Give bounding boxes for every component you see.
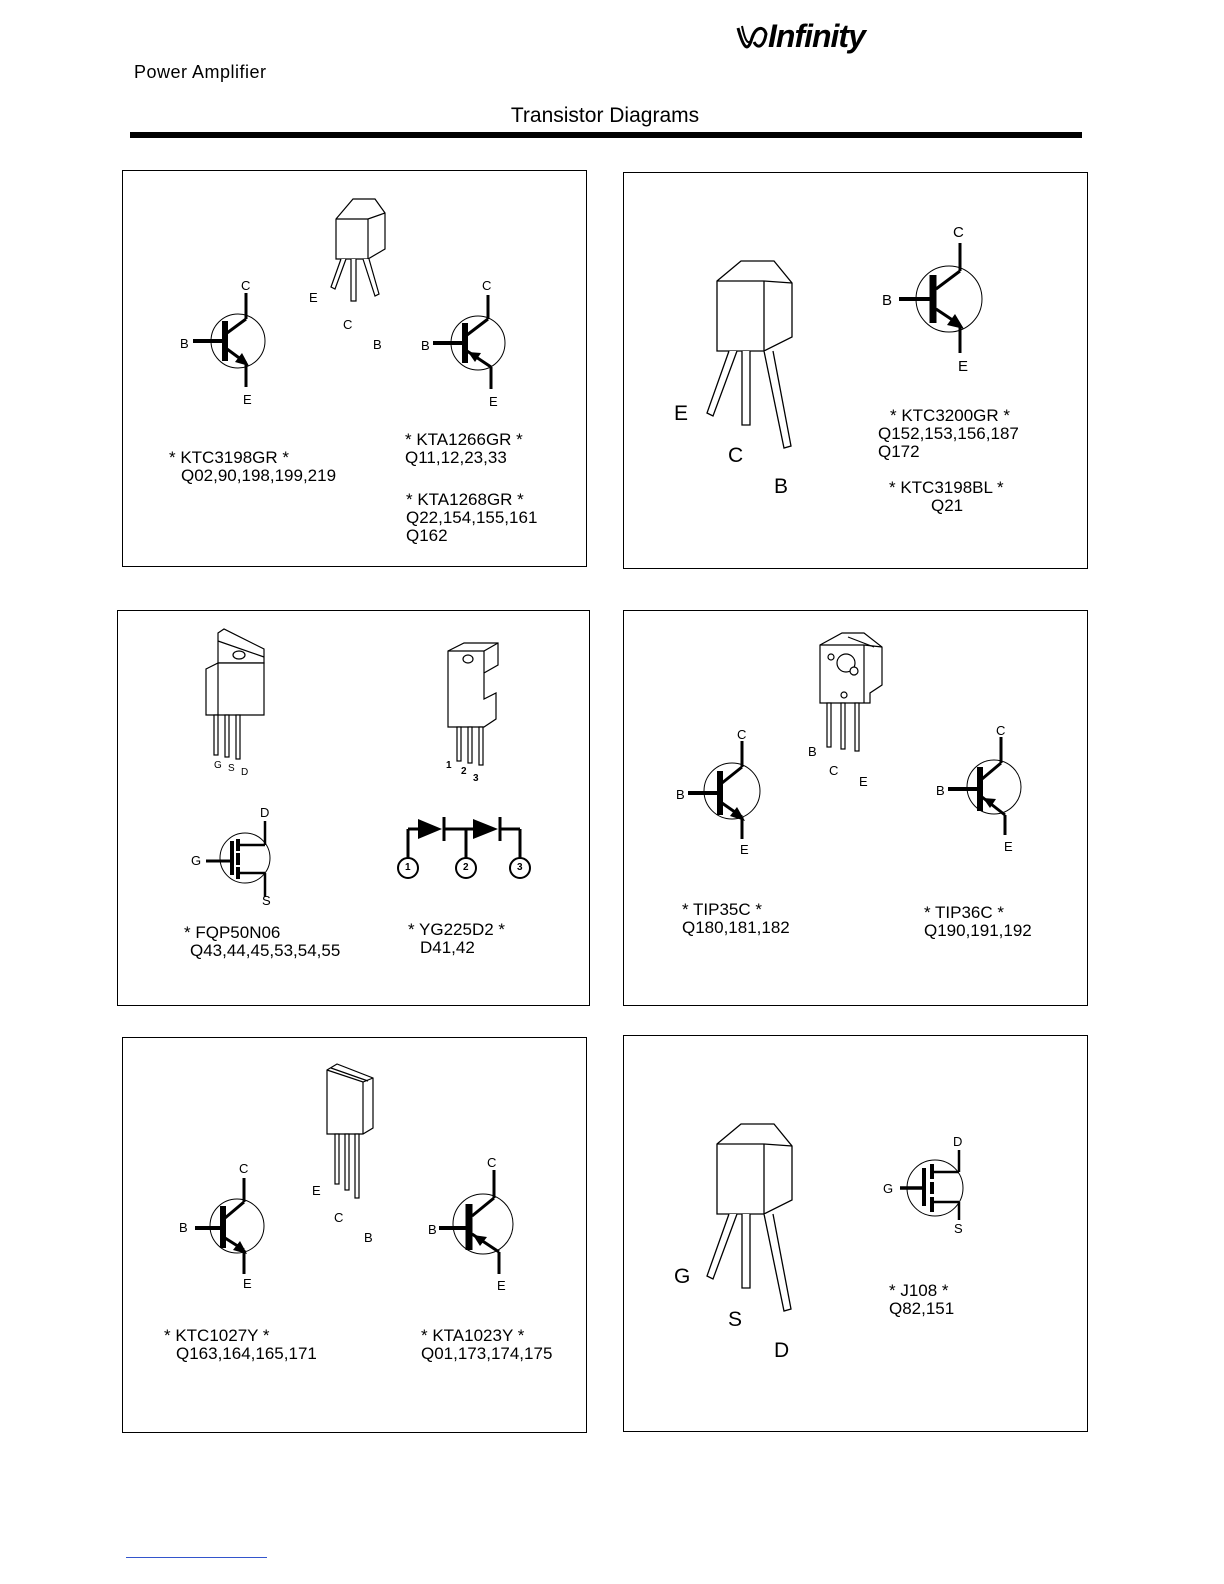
panel4-graphics bbox=[624, 611, 1089, 1007]
panel-ktc3198gr-kta1266gr bbox=[122, 170, 587, 567]
part-label-tip36c: * TIP36C * Q190,191,192 bbox=[924, 903, 1032, 940]
panel-ktc1027y-kta1023y bbox=[122, 1037, 587, 1433]
panel-fqp50n06-yg225d2 bbox=[117, 610, 590, 1006]
pkg-pin-label: G bbox=[214, 760, 222, 771]
npn-collector-label: C bbox=[241, 278, 251, 293]
pkg-pin-label: B bbox=[364, 1230, 373, 1245]
part-label-ktc3198bl: * KTC3198BL * Q21 bbox=[889, 478, 1004, 515]
to92-package-large-icon bbox=[707, 261, 792, 448]
npn-base-label: B bbox=[676, 787, 685, 802]
npn-base-label: B bbox=[882, 292, 893, 309]
to247-package-icon bbox=[820, 633, 882, 751]
npn-emitter-label: E bbox=[243, 1276, 252, 1291]
brand-logo bbox=[734, 18, 864, 58]
mosfet-gate-label: G bbox=[191, 853, 202, 868]
part-label-j108: * J108 * Q82,151 bbox=[889, 1281, 955, 1318]
pkg-pin-label: C bbox=[728, 444, 744, 467]
pnp-base-label: B bbox=[936, 783, 945, 798]
jfet-gate-label: G bbox=[883, 1181, 894, 1196]
footer-link-underline bbox=[126, 1557, 267, 1558]
panel-j108 bbox=[623, 1035, 1088, 1432]
pnp-base-label: B bbox=[428, 1222, 437, 1237]
jfet-source-label: S bbox=[954, 1221, 963, 1236]
pnp-base-label: B bbox=[421, 338, 430, 353]
pkg-pin-label: C bbox=[343, 317, 353, 332]
pkg-pin-label: C bbox=[334, 1210, 344, 1225]
npn-transistor-symbol bbox=[899, 243, 982, 353]
npn-base-label: B bbox=[180, 336, 189, 351]
pkg-pin-label: E bbox=[312, 1183, 321, 1198]
pkg-pin-label: G bbox=[674, 1265, 691, 1288]
pnp-transistor-symbol bbox=[439, 1170, 513, 1274]
pkg-pin-label: 1 bbox=[446, 760, 452, 771]
brand-mark-icon bbox=[734, 20, 770, 56]
npn-transistor-symbol bbox=[688, 741, 760, 839]
panel5-graphics bbox=[123, 1038, 588, 1434]
pnp-transistor-symbol bbox=[433, 295, 505, 389]
pnp-collector-label: C bbox=[487, 1155, 497, 1170]
npn-transistor-symbol bbox=[195, 1178, 264, 1274]
to92-package-large-icon bbox=[707, 1124, 792, 1311]
part-label-kta1266gr: * KTA1266GR * Q11,12,23,33 bbox=[405, 430, 523, 467]
pkg-pin-label: B bbox=[373, 337, 382, 352]
to92-package-icon bbox=[331, 199, 385, 301]
pnp-emitter-label: E bbox=[497, 1278, 506, 1293]
pnp-collector-label: C bbox=[482, 278, 492, 293]
npn-emitter-label: E bbox=[958, 358, 969, 375]
npn-base-label: B bbox=[179, 1220, 188, 1235]
part-label-ktc3200gr: * KTC3200GR * Q152,153,156,187 Q172 bbox=[878, 406, 1019, 461]
to92l-package-icon bbox=[327, 1064, 373, 1198]
pkg-pin-label: 3 bbox=[473, 773, 479, 784]
pkg-pin-label: D bbox=[241, 767, 249, 778]
pkg-pin-label: E bbox=[674, 402, 689, 425]
diode-pin-label: 1 bbox=[405, 862, 411, 873]
diode-pin-label: 3 bbox=[517, 862, 523, 873]
pkg-pin-label: B bbox=[808, 744, 817, 759]
pnp-transistor-symbol bbox=[948, 737, 1021, 835]
part-label-ktc3198gr: * KTC3198GR * Q02,90,198,199,219 bbox=[169, 448, 337, 485]
to220f-package-icon bbox=[448, 643, 498, 765]
mosfet-drain-label: D bbox=[260, 805, 270, 820]
mosfet-source-label: S bbox=[262, 893, 271, 908]
pkg-pin-label: S bbox=[728, 1308, 743, 1331]
document-subtitle: Power Amplifier bbox=[134, 62, 267, 82]
mosfet-symbol bbox=[206, 821, 270, 897]
page-title: Transistor Diagrams bbox=[510, 104, 700, 127]
pkg-pin-label: C bbox=[829, 763, 839, 778]
npn-collector-label: C bbox=[737, 727, 747, 742]
panel-ktc3200gr-ktc3198bl bbox=[623, 172, 1088, 569]
diode-pin-label: 2 bbox=[463, 862, 469, 873]
part-label-kta1268gr: * KTA1268GR * Q22,154,155,161 Q162 bbox=[406, 490, 538, 545]
brand-name: Infinity bbox=[768, 18, 865, 54]
to220-package-icon bbox=[206, 629, 264, 759]
pkg-pin-label: B bbox=[774, 475, 789, 498]
pnp-collector-label: C bbox=[996, 723, 1006, 738]
part-label-yg225d2: * YG225D2 * D41,42 bbox=[408, 920, 506, 957]
panel2-graphics bbox=[624, 173, 1089, 570]
pkg-pin-label: E bbox=[309, 290, 318, 305]
part-label-fqp50n06: * FQP50N06 Q43,44,45,53,54,55 bbox=[184, 923, 341, 960]
pkg-pin-label: S bbox=[228, 763, 235, 774]
part-label-tip35c: * TIP35C * Q180,181,182 bbox=[682, 900, 790, 937]
title-rule bbox=[130, 132, 1082, 138]
panel6-graphics bbox=[624, 1036, 1089, 1433]
npn-emitter-label: E bbox=[243, 392, 252, 407]
part-label-ktc1027y: * KTC1027Y * Q163,164,165,171 bbox=[164, 1326, 317, 1363]
npn-transistor-symbol bbox=[193, 293, 265, 387]
pkg-pin-label: D bbox=[774, 1339, 790, 1362]
pnp-emitter-label: E bbox=[489, 394, 498, 409]
npn-emitter-label: E bbox=[740, 842, 749, 857]
pnp-emitter-label: E bbox=[1004, 839, 1013, 854]
part-label-kta1023y: * KTA1023Y * Q01,173,174,175 bbox=[421, 1326, 553, 1363]
jfet-symbol bbox=[900, 1150, 963, 1220]
jfet-drain-label: D bbox=[953, 1134, 963, 1149]
npn-collector-label: C bbox=[239, 1161, 249, 1176]
pkg-pin-label: E bbox=[859, 774, 868, 789]
npn-collector-label: C bbox=[953, 224, 964, 241]
panel-tip35c-tip36c bbox=[623, 610, 1088, 1006]
pkg-pin-label: 2 bbox=[461, 766, 467, 777]
